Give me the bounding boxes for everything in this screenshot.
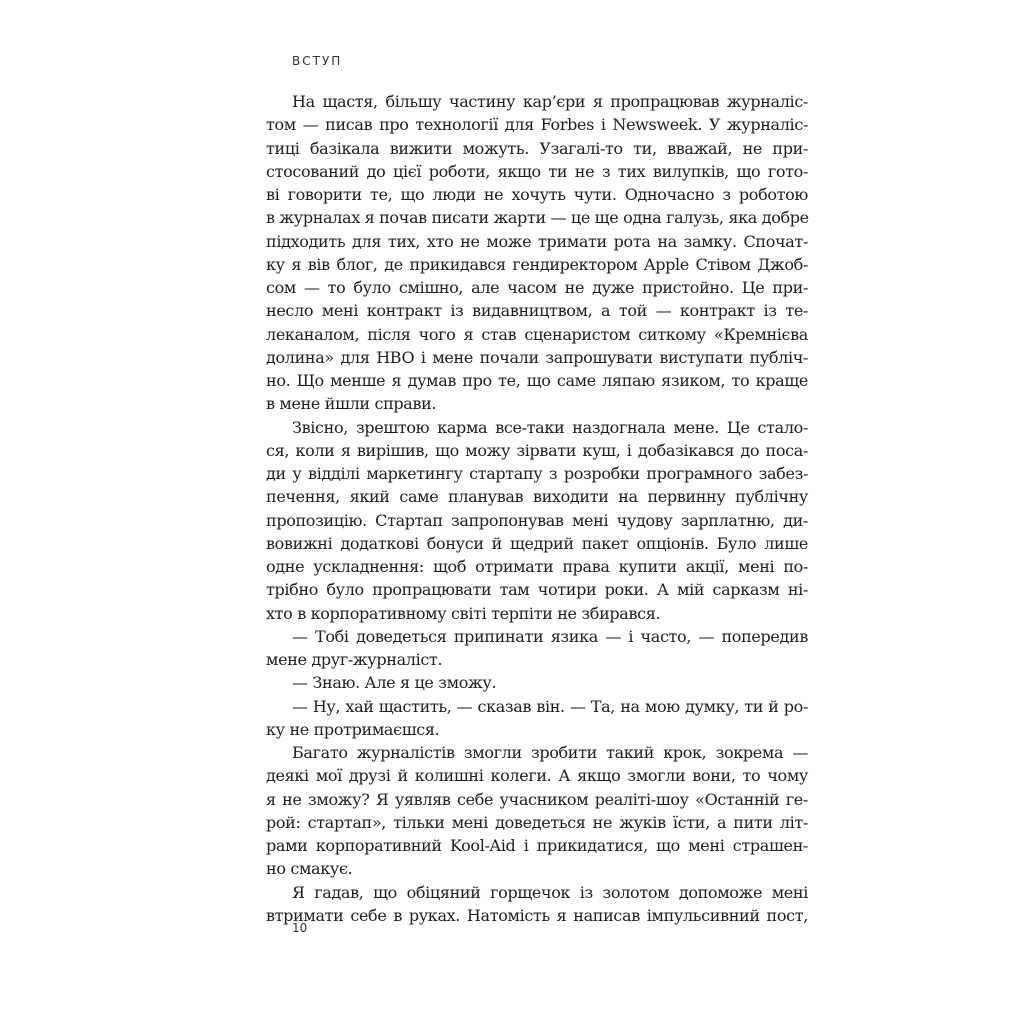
text-line: тиці базікала вижити можуть. Узагалі-то ти, вважай, не при- [266, 138, 808, 158]
text-line: но смакує. [266, 859, 353, 879]
text-line: несло мені контракт із видавництвом, а той — контракт із те- [266, 301, 808, 321]
text-line: рами корпоративний Kool-Aid і прикидатися, що мені страшен- [266, 836, 808, 855]
paragraph [266, 625, 808, 672]
text-line: ся, коли я вирішив, що можу зірвати куш, і добазікався до поса- [266, 440, 808, 460]
text-line: но. Що менше я думав про те, що саме ляпаю язиком, то краще [266, 371, 808, 390]
text-line: На щастя, більшу частину кар’єри я пропрацював журналіс- [292, 92, 808, 111]
paragraph [266, 90, 808, 416]
text-line: — Тобі доведеться припинати язика — і часто, — попередив [292, 626, 808, 646]
text-line: ві говорити те, що люди не хочуть чути. Одночасно з роботою [266, 185, 808, 204]
text-line: деякі мої друзі й колишні колеги. А якщо змогли вони, то чому [266, 766, 808, 786]
paragraph [266, 881, 808, 928]
paragraph [266, 741, 808, 881]
text-line: Я гадав, що обіцяний горщечок із золотом допоможе мені [292, 882, 808, 902]
text-line: ку не протримаєшся. [266, 719, 440, 739]
paragraph [266, 695, 808, 742]
text-line: — Знаю. Але я це зможу. [292, 673, 497, 693]
page-number: 10 [292, 921, 308, 935]
text-line: леканалом, після чого я став сценаристом ситкому «Кремнієва [266, 324, 808, 344]
text-line: в журналах я почав писати жарти — це ще одна галузь, яка добре [266, 208, 809, 228]
paragraph [266, 671, 808, 694]
text-line: том — писав про технології для Forbes і Newsweek. У журналіс- [266, 115, 808, 135]
text-line: рой: стартап», тільки мені доведеться не жуків їсти, а пити літ- [266, 812, 808, 832]
text-line: пропозицію. Стартап запропонував мені чудову зарплатню, ди- [266, 510, 808, 530]
text-line: я не зможу? Я уявляв себе учасником реаліті-шоу «Останній ге- [266, 789, 808, 809]
text-line: підходить для тих, хто не може тримати рота на замку. Спочат- [266, 231, 808, 251]
text-line: вовижні додаткові бонуси й щедрий пакет опціонів. Було лише [266, 533, 808, 553]
text-line: втримати себе в руках. Натомість я написав імпульсивний пост, [266, 905, 808, 925]
running-head: ВСТУП [292, 54, 343, 68]
text-line: — Ну, хай щастить, — сказав він. — Та, на мою думку, ти й ро- [292, 696, 808, 716]
text-line: одне ускладнення: щоб отримати права купити акції, мені по- [266, 557, 808, 576]
text-line: стосований до цієї роботи, якщо ти не з тих вилупків, що гото- [266, 161, 808, 181]
text-line: сом — то було смішно, але часом не дуже пристойно. Це при- [266, 278, 808, 297]
text-line: ку я вів блог, де прикидався гендиректором Apple Стівом Джоб- [266, 254, 808, 274]
text-line: печення, який саме планував виходити на первинну публічну [266, 487, 808, 507]
text-line: Звісно, зрештою карма все-таки наздогнала мене. Це стало- [292, 417, 808, 437]
text-line: ди у відділі маркетингу стартапу з розробки програмного забез- [266, 464, 808, 483]
text-line: хто в корпоративному світі терпіти не збирався. [266, 603, 661, 623]
paragraph [266, 416, 808, 625]
body-text [266, 90, 808, 927]
text-line: долина» для HBO і мене почали запрошувати виступати публіч- [266, 347, 808, 367]
text-line: в мене йшли справи. [266, 394, 437, 414]
text-line: Багато журналістів змогли зробити такий крок, зокрема — [292, 743, 808, 762]
text-line: мене друг-журналіст. [266, 650, 443, 669]
text-line: трібно було пропрацювати там чотири роки. А мій сарказм ні- [266, 580, 808, 600]
